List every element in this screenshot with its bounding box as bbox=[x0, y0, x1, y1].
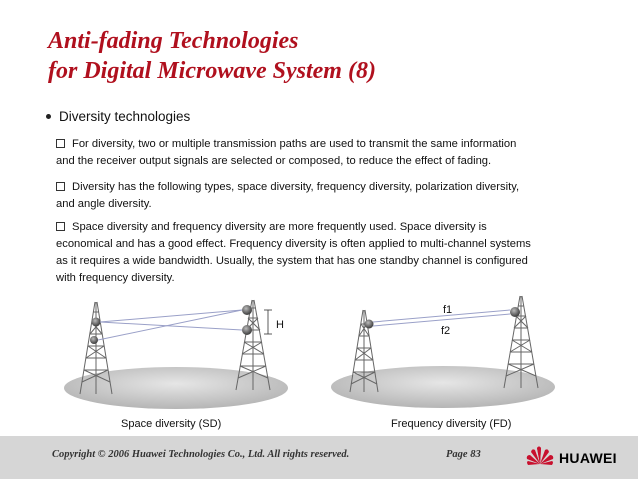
sd-caption: Space diversity (SD) bbox=[121, 418, 222, 430]
paragraph-2 bbox=[56, 179, 576, 213]
main-bullet bbox=[46, 109, 190, 124]
sd-antenna-left-bottom bbox=[90, 336, 98, 344]
title-line-2: for Digital Microwave System (8) bbox=[48, 58, 376, 84]
huawei-logo-text: HUAWEI bbox=[559, 450, 617, 466]
h-label: H bbox=[276, 319, 284, 331]
page-number: Page 83 bbox=[446, 449, 481, 460]
square-bullet-icon bbox=[56, 139, 65, 148]
bullet-dot-icon bbox=[46, 114, 51, 119]
fd-transmission-paths bbox=[373, 310, 510, 326]
diversity-diagram bbox=[0, 280, 638, 436]
height-bracket bbox=[264, 310, 272, 334]
copyright-text: Copyright © 2006 Huawei Technologies Co., Ltd. All rights reserved. bbox=[52, 449, 350, 460]
sd-right-tower bbox=[236, 300, 270, 390]
fd-antenna-right bbox=[510, 307, 520, 317]
paragraph-2-line-2: and angle diversity. bbox=[56, 198, 152, 210]
paragraph-3-line-2: economical and has a good effect. Frequency diversity is often applied to multi-channel systems bbox=[56, 238, 531, 250]
sd-antenna-right-bottom bbox=[242, 325, 252, 335]
f2-label: f2 bbox=[441, 325, 451, 337]
paragraph-1-line-2: and the receiver output signals are selected or composed, to reduce the effect of fading. bbox=[56, 155, 492, 167]
paragraph-3 bbox=[56, 219, 576, 287]
square-bullet-icon bbox=[56, 182, 65, 191]
title-line-1: Anti-fading Technologies bbox=[48, 28, 299, 54]
sd-left-tower bbox=[80, 302, 112, 394]
fd-antenna-left bbox=[365, 320, 374, 329]
paragraph-3-line-1: Space diversity and frequency diversity are more frequently used. Space diversity is bbox=[72, 221, 487, 233]
paragraph-3-line-4: with frequency diversity. bbox=[56, 272, 175, 284]
square-bullet-icon bbox=[56, 222, 65, 231]
f1-label: f1 bbox=[443, 304, 453, 316]
page-title bbox=[48, 26, 608, 86]
main-bullet-text: Diversity technologies bbox=[59, 109, 191, 124]
paragraph-1 bbox=[56, 136, 576, 170]
paragraph-1-line-1: For diversity, two or multiple transmission paths are used to transmit the same information bbox=[72, 138, 517, 150]
paragraph-3-line-3: as it requires a wide bandwidth. Usually, the system that has one standby channel is configured bbox=[56, 255, 528, 267]
fd-caption: Frequency diversity (FD) bbox=[391, 418, 512, 430]
sd-transmission-paths bbox=[98, 310, 242, 340]
sd-ground bbox=[64, 367, 288, 409]
paragraph-2-line-1: Diversity has the following types, space diversity, frequency diversity, polarization diversity, bbox=[72, 181, 520, 193]
sd-antenna-right-top bbox=[242, 305, 252, 315]
sd-antenna-left-top bbox=[92, 318, 101, 327]
